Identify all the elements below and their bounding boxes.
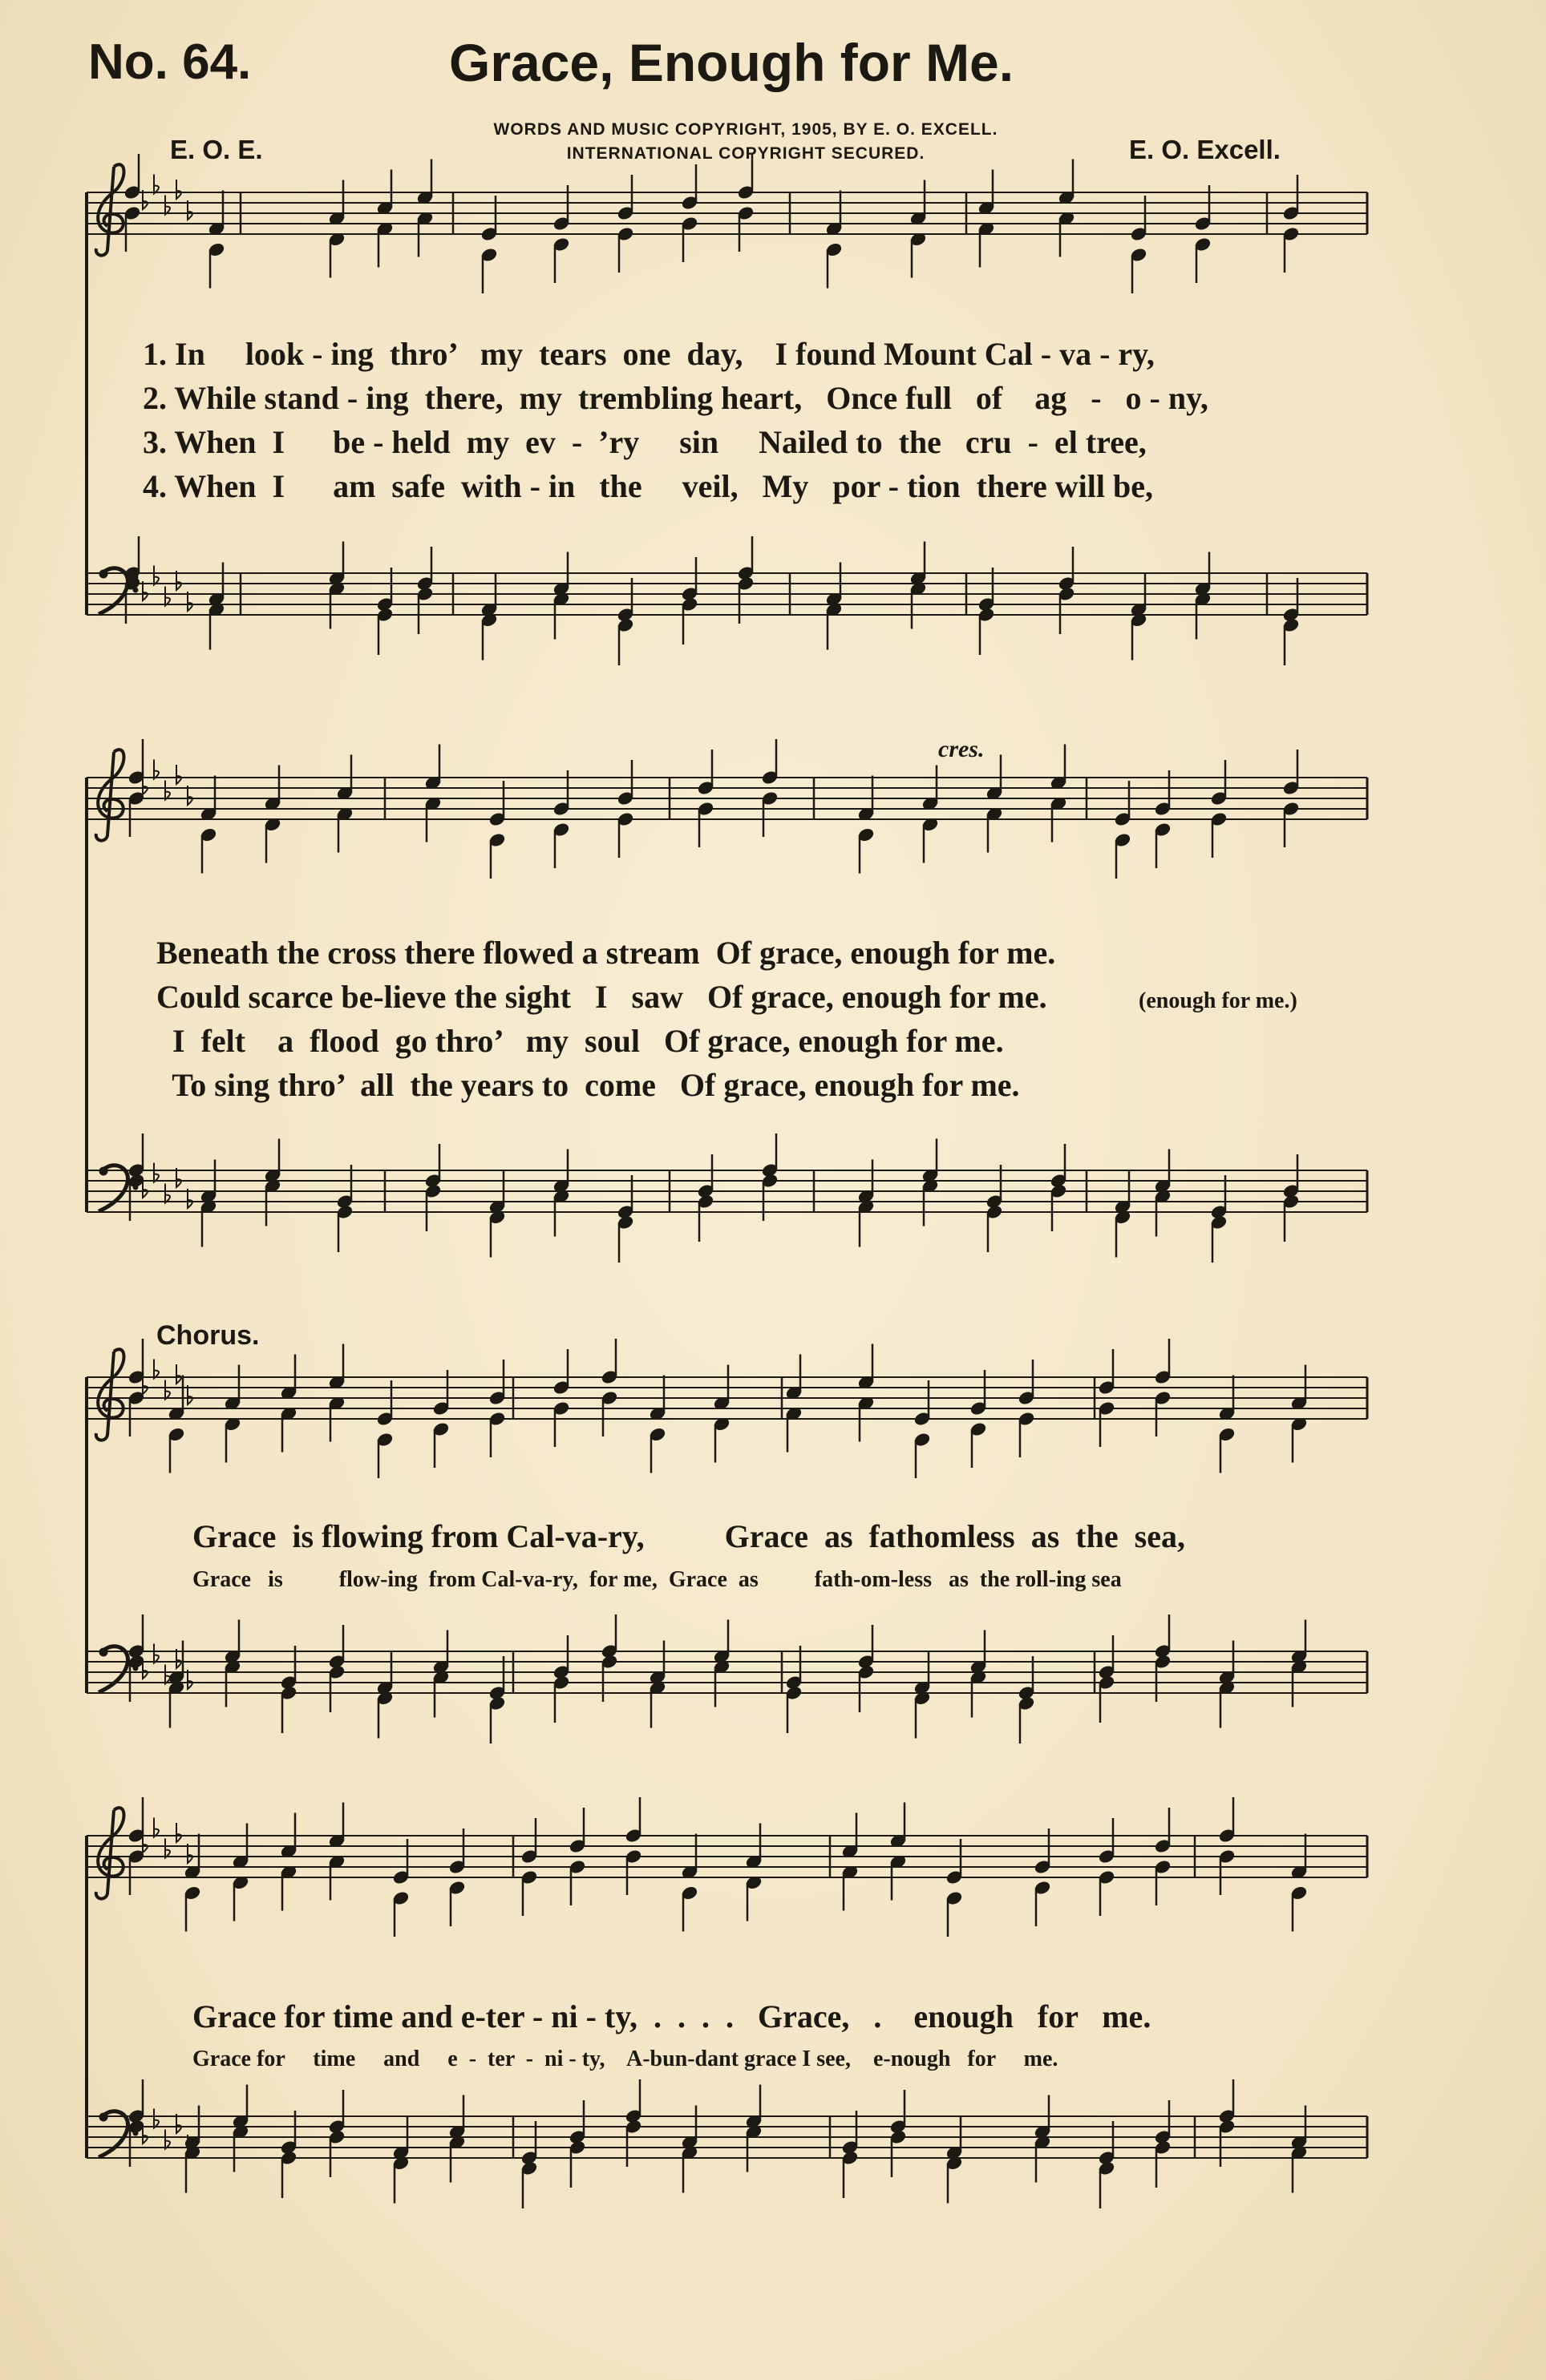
verse-2-line-b: Could scarce be-lieve the sight I saw Of grace, enough for me. (156, 979, 1047, 1015)
chorus-label: Chorus. (156, 1320, 260, 1351)
copyright-line-2: INTERNATIONAL COPYRIGHT SECURED. (566, 144, 925, 163)
words-by: E. O. E. (170, 135, 263, 164)
flat-icon (165, 781, 170, 800)
chorus-line-1-echo: Grace is flow-ing from Cal-va-ry, for me, Grace as fath-om-less as the roll-ing sea (192, 1567, 1122, 1592)
chorus-line-2: Grace for time and e-ter - ni - ty, . . . . Grace, . enough for me. (192, 1998, 1151, 2035)
treble-clef-icon (96, 1808, 124, 1898)
verse-2-line-a: 2. While stand - ing there, my trembling heart, Once full of ag - o - ny, (143, 380, 1208, 416)
flat-icon (154, 1644, 159, 1663)
flat-icon (154, 2109, 159, 2128)
flat-icon (165, 587, 170, 606)
verse-4-line-a: 4. When I am safe with - in the veil, My por - tion there will be, (143, 468, 1153, 504)
verse-3-line-b: I felt a flood go thro’ my soul Of grace, enough for me. (156, 1023, 1004, 1059)
verse-1-line-b: Beneath the cross there flowed a stream Of grace, enough for me. (156, 935, 1056, 971)
flat-icon (165, 1380, 170, 1400)
flat-icon (154, 1163, 159, 1182)
flat-icon (165, 1839, 170, 1858)
hymn-title: Grace, Enough for Me. (449, 33, 1014, 92)
flat-icon (176, 1364, 181, 1384)
verse-1-line-a: 1. In look - ing thro’ my tears one day, I found Mount Cal - va - ry, (143, 336, 1155, 372)
chorus-line-2-echo: Grace for time and e - ter - ni - ty, A-bun-dant grace I see, e-nough for me. (192, 2047, 1058, 2071)
flat-icon (165, 1665, 170, 1684)
treble-clef-icon (96, 164, 124, 255)
flat-icon (154, 175, 159, 194)
flat-icon (154, 760, 159, 779)
flat-icon (154, 1818, 159, 1837)
hymn-number: No. 64. (88, 34, 252, 90)
flat-icon (176, 180, 181, 199)
treble-clef-icon (96, 1349, 124, 1440)
system-4 (87, 1808, 1367, 2158)
treble-clef-icon (96, 750, 124, 840)
flat-icon (176, 765, 181, 784)
flat-icon (154, 566, 159, 585)
verse-3-line-a: 3. When I be - held my ev - ’ry sin Nailed to the cru - el tree, (143, 424, 1147, 460)
flat-icon (176, 1823, 181, 1842)
chorus-line-1: Grace is flowing from Cal-va-ry, Grace as fathomless as the sea, (192, 1518, 1185, 1554)
flat-icon (165, 2130, 170, 2149)
flat-icon (165, 196, 170, 215)
music-by: E. O. Excell. (1129, 135, 1281, 164)
flat-icon (165, 1184, 170, 1203)
verse-4-line-b: To sing thro’ all the years to come Of grace, enough for me. (156, 1067, 1020, 1103)
flat-icon (154, 1360, 159, 1379)
echo-enough-for-me: (enough for me.) (1139, 988, 1297, 1013)
cres-marking: cres. (938, 736, 985, 762)
copyright-line-1: WORDS AND MUSIC COPYRIGHT, 1905, BY E. O. EXCELL. (493, 120, 998, 139)
